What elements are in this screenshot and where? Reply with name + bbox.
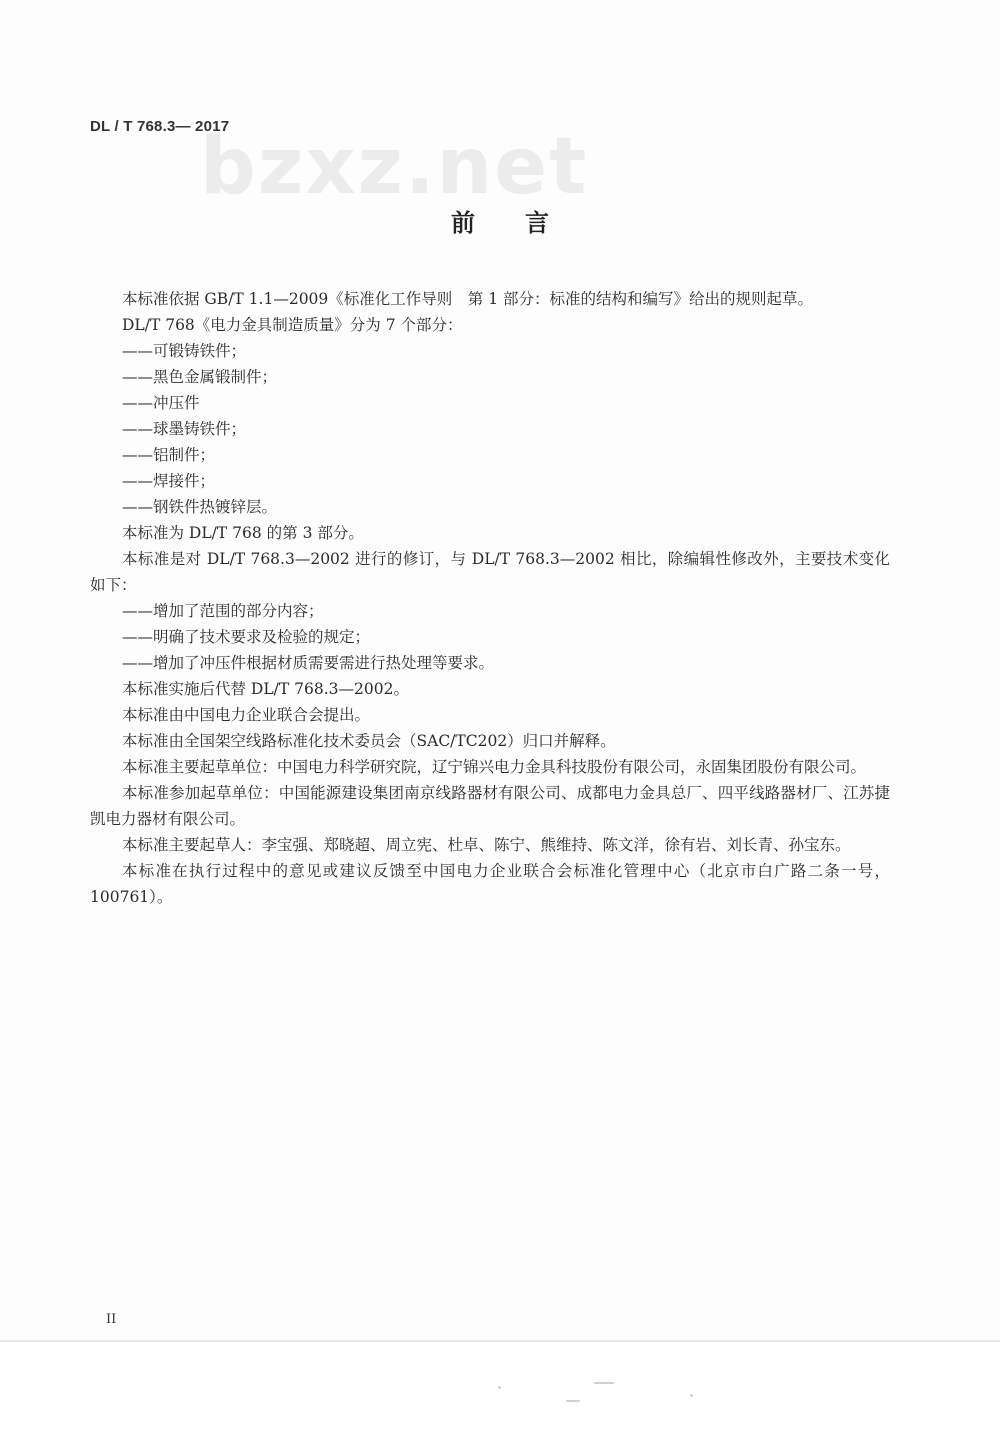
paragraph: 本标准主要起草单位：中国电力科学研究院，辽宁锦兴电力金具科技股份有限公司，永固集团股份有限公司。: [122, 758, 867, 776]
paragraph: 本标准为 DL/T 768 的第 3 部分。: [122, 524, 364, 542]
paragraph: DL/T 768《电力金具制造质量》分为 7 个部分：: [122, 316, 463, 334]
paragraph: 本标准由中国电力企业联合会提出。: [122, 706, 371, 724]
list-item: ——明确了技术要求及检验的规定；: [122, 628, 371, 646]
list-item: ——黑色金属锻制件；: [122, 368, 278, 386]
list-item: ——钢铁件热镀锌层。: [122, 498, 278, 516]
watermark: bzxz.net: [200, 122, 589, 212]
scan-speck: [594, 1382, 614, 1384]
list-item: ——冲压件: [122, 394, 200, 412]
list-item: ——铝制件；: [122, 446, 216, 464]
page-title: 前言: [451, 209, 599, 237]
page-gap: [0, 1340, 1000, 1434]
scan-speck: [498, 1386, 501, 1389]
page-number: II: [106, 1312, 117, 1327]
list-item: ——增加了范围的部分内容；: [122, 602, 324, 620]
document-body: [90, 286, 890, 910]
paragraph: 本标准依据 GB/T 1.1—2009《标准化工作导则 第 1 部分：标准的结构和编写》给出的规则起草。: [122, 290, 814, 308]
paragraph: 本标准在执行过程中的意见或建议反馈至中国电力企业联合会标准化管理中心（北京市白广路二条一号，100761）。: [90, 862, 890, 906]
paragraph: 本标准参加起草单位：中国能源建设集团南京线路器材有限公司、成都电力金具总厂、四平线路器材厂、江苏捷凯电力器材有限公司。: [90, 784, 890, 828]
list-item: ——焊接件；: [122, 472, 216, 490]
list-item: ——可锻铸铁件；: [122, 342, 247, 360]
paragraph: 本标准是对 DL/T 768.3—2002 进行的修订，与 DL/T 768.3—2002 相比，除编辑性修改外，主要技术变化如下：: [90, 550, 890, 594]
scan-speck: [690, 1394, 693, 1397]
scan-speck: [566, 1400, 580, 1402]
standard-code: DL / T 768.3— 2017: [90, 118, 230, 135]
paragraph: 本标准由全国架空线路标准化技术委员会（SAC/TC202）归口并解释。: [122, 732, 616, 750]
list-item: ——球墨铸铁件；: [122, 420, 247, 438]
paragraph: 本标准实施后代替 DL/T 768.3—2002。: [122, 680, 409, 698]
paragraph: 本标准主要起草人：李宝强、郑晓超、周立宪、杜卓、陈宁、熊维持、陈文洋，徐有岩、刘长青、孙宝东。: [122, 836, 851, 854]
list-item: ——增加了冲压件根据材质需要需进行热处理等要求。: [122, 654, 495, 672]
